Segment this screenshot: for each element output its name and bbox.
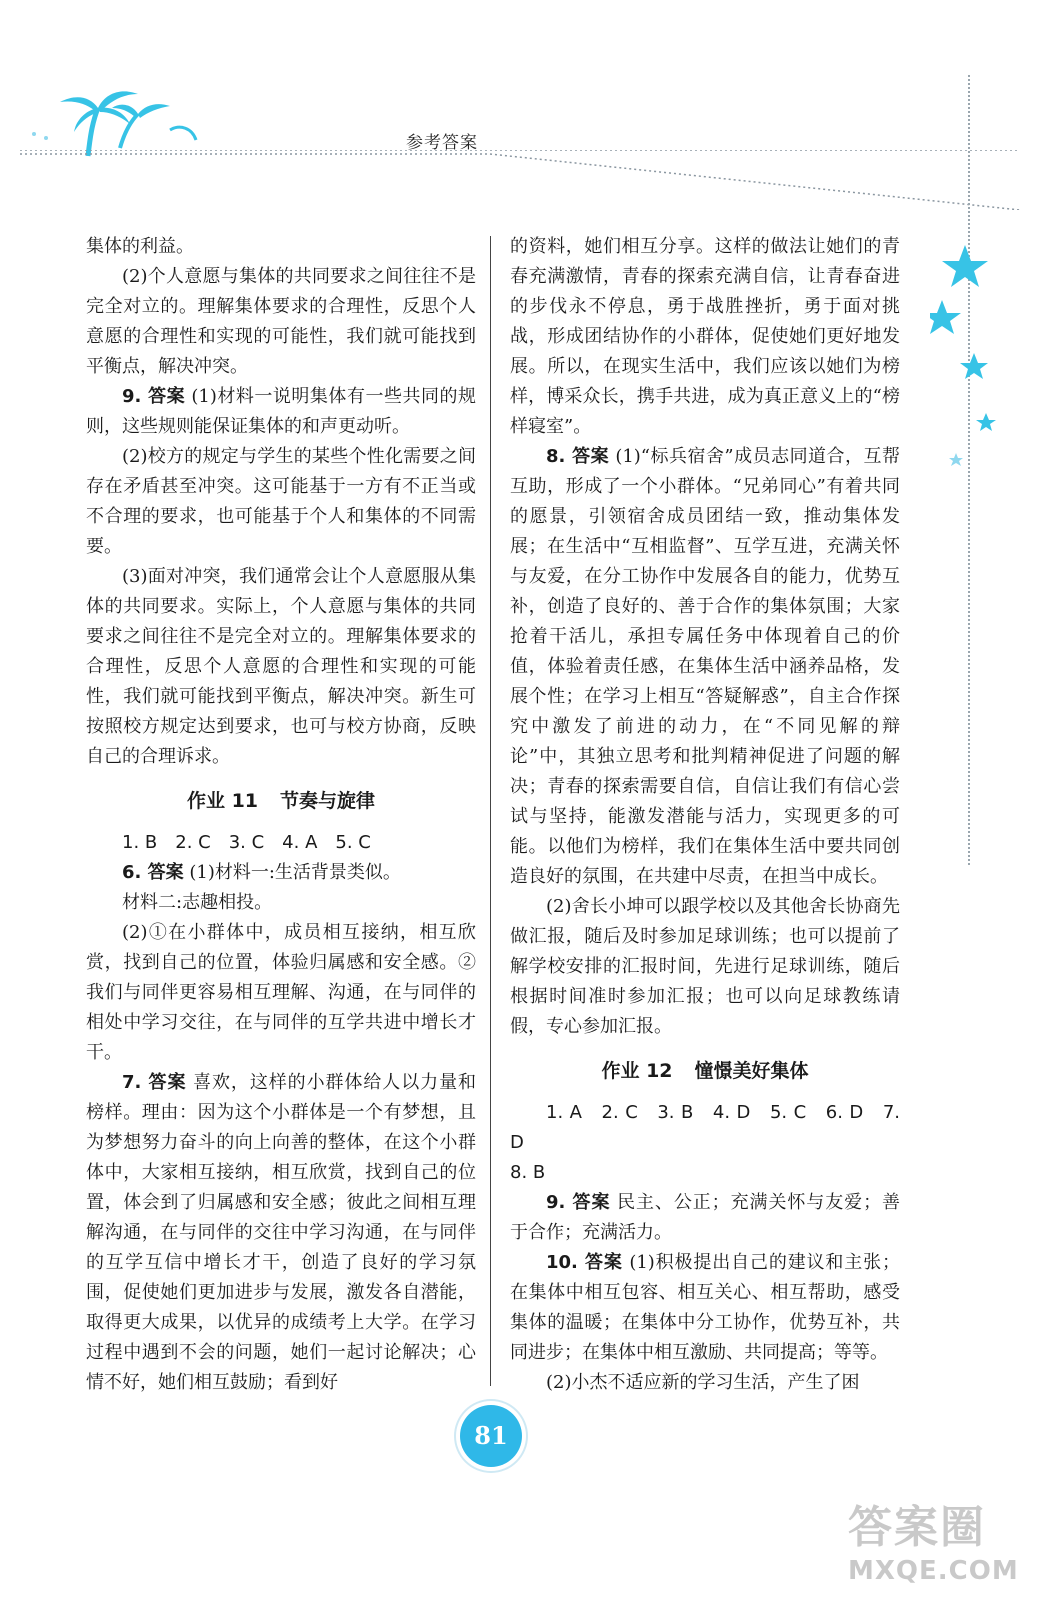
paragraph: (1)积极提出自己的建议和主张；在集体中相互包容、相互关心、相互帮助，感受集体的温暖；在集体中分工协作，优势互补，共同进步；在集体中相互激励、共同提高；等等。 [510,1252,900,1363]
right-column [510,232,900,1398]
paragraph: (2)小杰不适应新的学习生活，产生了困 [546,1372,860,1393]
answer-label: 10. 答案 [546,1252,623,1273]
watermark [848,1500,1048,1600]
paragraph: (1)“标兵宿舍”成员志同道合，互帮互助，形成了一个小群体。“兄弟同心”有着共同的愿景，引领宿舍成员团结一致，推动集体发展；在生活中“互相监督”、互学互进，充满关怀与友爱，在分工协作中发展各自的能力，优势互补，创造了良好的、善于合作的集体氛围；大家抢着干活儿，承担专属任务中体现着自己的价值，体验着责任感，在集体生活中涵养品格，发展个性；在学习上相互“答疑解惑”，自主合作探究中激发了前进的动力，在“不同见解的辩论”中，其独立思考和批判精神促进了问题的解决；青春的探索需要自信，自信让我们有信心尝试与坚持，能激发潜能与活力，实现更多的可能。以他们为榜样，我们在集体生活中要共同创造良好的氛围，在共建中尽责，在担当中成长。 [510,446,900,887]
paragraph: (2)校方的规定与学生的某些个性化需要之间存在矛盾甚至冲突。这可能基于一方有不正当或不合理的要求，也可能基于个人和集体的不同需要。 [86,446,476,557]
multiple-choice-answers: 1. A 2. C 3. B 4. D 5. C 6. D 7. D [510,1102,900,1153]
column-divider [490,236,491,1386]
answer-7 [86,1068,476,1398]
section-title: 节奏与旋律 [280,790,376,812]
paragraph: (3)面对冲突，我们通常会让个人意愿服从集体的共同要求。实际上，个人意愿与集体的共同要求之间往往不是完全对立的。理解集体要求的合理性，反思个人意愿的合理性和实现的可能性，我们就可能找到平衡点，解决冲突。新生可按照校方规定达到要求，也可与校方协商，反映自己的合理诉求。 [86,566,476,767]
star-icon [949,453,963,466]
section-heading-11 [86,786,476,816]
star-icon [976,413,996,431]
paragraph: 材料二:志趣相投。 [122,892,273,913]
star-icon [942,245,988,287]
paragraph: (2)①在小群体中，成员相互接纳，相互欣赏，找到自己的位置，体验归属感和安全感。②我们与同伴更容易相互理解、沟通，在与同伴的相处中学习交往，在与同伴的互学共进中增长才干。 [86,922,476,1063]
left-column [86,232,476,1398]
paragraph: (2)舍长小坤可以跟学校以及其他舍长协商先做汇报，随后及时参加足球训练；也可以提前了解学校安排的汇报时间，先进行足球训练，随后根据时间准时参加汇报；也可以向足球教练请假，专心参加汇报。 [510,896,900,1037]
star-icon [960,353,988,379]
answer-9 [510,1188,900,1248]
watermark-url: MXQE.COM [848,1556,1019,1586]
decorative-stars [930,245,1010,485]
section-number: 作业 11 [186,790,259,812]
section-title: 憧憬美好集体 [694,1060,809,1082]
header-dotted-line [20,150,1020,210]
multiple-choice-answers: 1. B 2. C 3. C 4. A 5. C [122,832,371,853]
section-number: 作业 12 [601,1060,673,1082]
paragraph: (1)材料一:生活背景类似。 [189,862,401,883]
paragraph: 喜欢，这样的小群体给人以力量和榜样。理由：因为这个小群体是一个有梦想，且为梦想努力奋斗的向上向善的整体，在这个小群体中，大家相互接纳，相互欣赏，找到自己的位置，体会到了归属感和安全感；彼此之间相互理解沟通，在与同伴的交往中学习沟通，在与同伴的互学互信中增长才干，创造了良好的学习氛围，促使她们更加进步与发展，激发各自潜能，取得更大成果，以优异的成绩考上大学。在学习过程中遇到不会的问题，她们一起讨论解决；心情不好，她们相互鼓励；看到好 [86,1072,476,1393]
answer-label: 6. 答案 [122,862,184,883]
paragraph: (2)个人意愿与集体的共同要求之间往往不是完全对立的。理解集体要求的合理性，反思个人意愿的合理性和实现的可能性，我们就可能找到平衡点，解决冲突。 [86,266,476,377]
answer-label: 9. 答案 [122,386,186,407]
answer-label: 8. 答案 [546,446,610,467]
answer-label: 9. 答案 [546,1192,611,1213]
multiple-choice-answers: 8. B [510,1162,546,1183]
paragraph: 民主、公正；充满关怀与友爱；善于合作；充满活力。 [510,1192,900,1243]
answer-9 [86,382,476,442]
section-heading-12 [510,1056,900,1086]
paragraph: 的资料，她们相互分享。这样的做法让她们的青春充满激情，青春的探索充满自信，让青春奋进的步伐永不停息，勇于战胜挫折，勇于面对挑战，形成团结协作的小群体，促使她们更好地发展。所以，在现实生活中，我们应该以她们为榜样，博采众长，携手共进，成为真正意义上的“榜样寝室”。 [510,236,900,437]
palm-tree-logo [20,78,210,158]
page-number: 81 [460,1405,522,1467]
paragraph: (1)材料一说明集体有一些共同的规则，这些规则能保证集体的和声更动听。 [86,386,476,437]
answer-10 [510,1248,900,1368]
header-title: 参考答案 [406,133,478,153]
answer-label: 7. 答案 [122,1072,187,1093]
answer-8 [510,442,900,892]
answer-6 [86,858,476,888]
star-icon [930,300,961,334]
watermark-text: 答案圈 [848,1502,986,1553]
paragraph: 集体的利益。 [86,236,194,257]
